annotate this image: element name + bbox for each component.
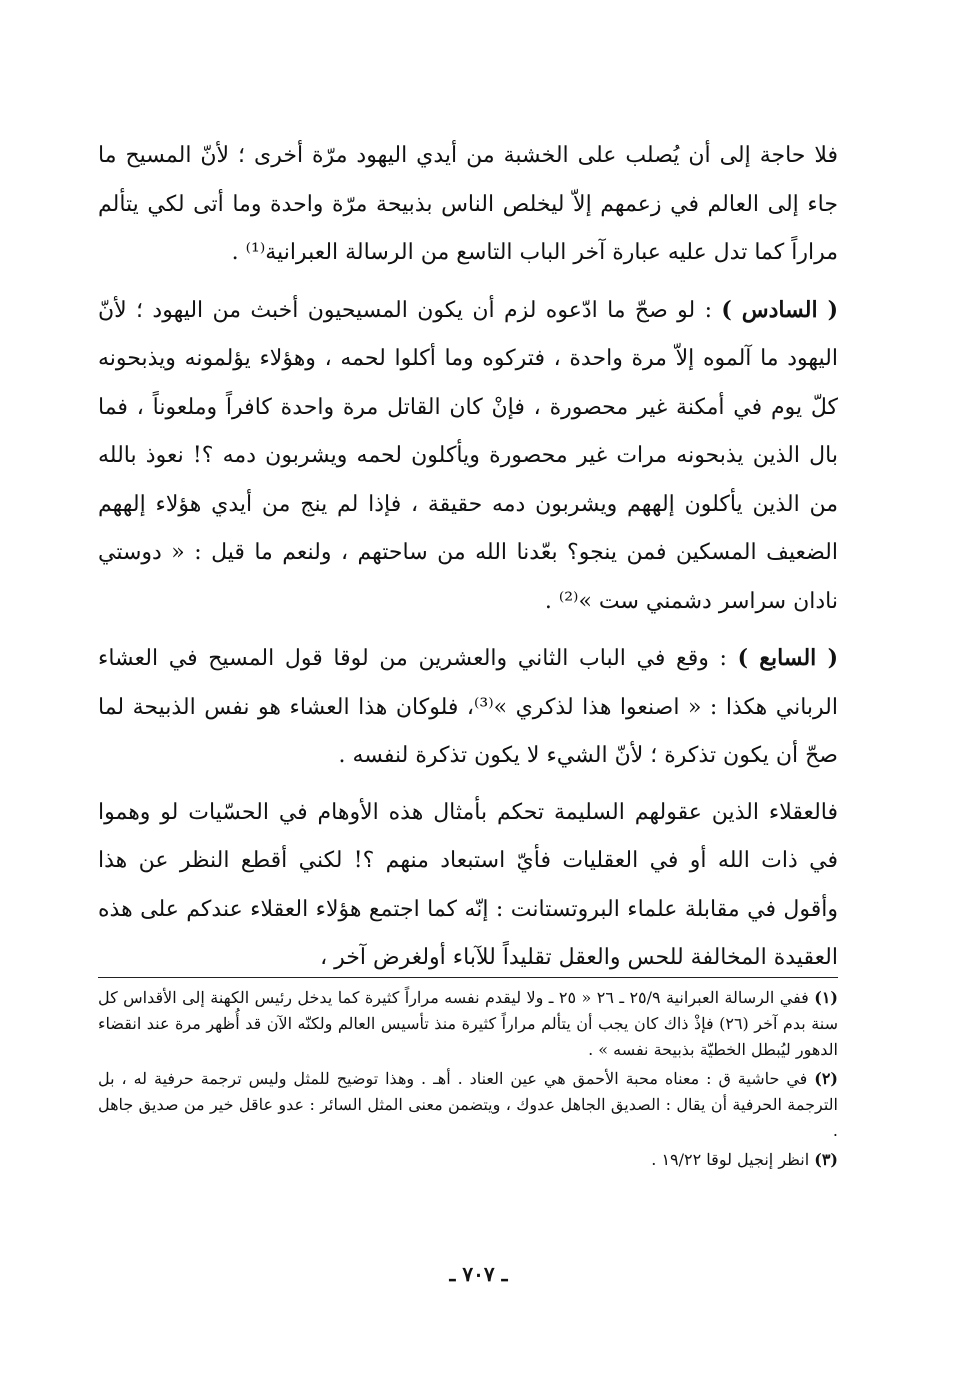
footnote-2 xyxy=(98,1066,838,1144)
footnote-text: في حاشية ق : معناه محبة الأحمق هي عين العناد . أهـ . وهذا توضيح للمثل وليس ترجمة حرفية له ، بل الترجمة الحرفية أن يقال : الصديق الجاهل عدوك ، ويتضمن معنى المثل السائر : عدو عاقل خير من صديق جاهل . xyxy=(98,1069,838,1140)
paragraph-text: : لو صحّ ما ادّعوه لزم أن يكون المسيحيون أخبث من اليهود ؛ لأنّ اليهود ما آلموه إلاّ مرة واحدة ، فتركوه وما أكلوا لحمه ، وهؤلاء يؤلمونه ويذبحونه كلّ يوم في أمكنة غير محصورة ، فإنْ كان القاتل مرة واحدة كافراً وملعوناً ، فما بال الذين يذبحونه مرات غير محصورة ويأكلون لحمه ويشربون دمه ؟! نعوذ بالله من الذين يأكلون إلههم ويشربون دمه حقيقة ، فإذا لم ينج من أيدي هؤلاء إلههم الضعيف المسكين فمن ينجو؟ بعّدنا الله من ساحتهم ، ولنعم ما قيل : « دوستي نادان سراسر دشمني ست »⁽²⁾ . xyxy=(98,297,838,614)
page-number: ـ ٧٠٧ ـ xyxy=(449,1262,508,1286)
footnote-3 xyxy=(98,1147,838,1173)
footnote-number: (٣) xyxy=(814,1150,838,1169)
main-text xyxy=(98,132,838,983)
paragraph-heading: ( السادس ) xyxy=(721,296,838,323)
paragraph-1: فلا حاجة إلى أن يُصلب على الخشبة من أيدي اليهود مرّة أخرى ؛ لأنّ المسيح ما جاء إلى العالم في زعمهم إلاّ ليخلص الناس بذبيحة مرّة واحدة وما أتى لكي يتألم مراراً كما تدل عليه عبارة آخر الباب التاسع من الرسالة العبرانية⁽¹⁾ . xyxy=(98,143,838,265)
footnote-1 xyxy=(98,985,838,1063)
footnote-text: انظر إنجيل لوقا ١٩/٢٢ . xyxy=(651,1150,815,1169)
footnote-number: (١) xyxy=(814,988,838,1007)
paragraph-4: فالعقلاء الذين عقولهم السليمة تحكم بأمثال هذه الأوهام في الحسّيات لو وهموا في ذات الله أو في العقليات فأيّ استبعاد منهم ؟! لكني أقطع النظر عن هذا وأقول في مقابلة علماء البروتستانت : إنّه كما اجتمع هؤلاء العقلاء عندكم على هذه العقيدة المخالفة للحس والعقل تقليداً للآباء أولغرض آخر ، xyxy=(98,799,839,970)
footnotes xyxy=(98,985,838,1173)
footnote-divider xyxy=(98,977,838,978)
paragraph-7th-objection xyxy=(98,634,838,781)
footnote-number: (٢) xyxy=(814,1069,838,1088)
paragraph-text: : وقع في الباب الثاني والعشرين من لوقا قول المسيح في العشاء الرباني هكذا : « اصنعوا هذا لذكري »⁽³⁾، فلوكان هذا العشاء هو نفس الذبيحة لما صحّ أن يكون تذكرة ؛ لأنّ الشيء لا يكون تذكرة لنفسه . xyxy=(98,646,838,768)
paragraph-heading: ( السابع ) xyxy=(737,645,838,671)
footnote-text: ففي الرسالة العبرانية ٢٥/٩ ـ ٢٦ « ٢٥ ـ ولا ليقدم نفسه مراراً كثيرة كما يدخل رئيس الكهنة إلى الأقداس كل سنة بدم آخر (٢٦) فإذْ ذاك كان يجب أن يتألم مراراً كثيرة منذ تأسيس العالم ولكنّه الآن قد أُظهر مرة عند انقضاء الدهور ليُبطل الخطيّة بذبيحة نفسه » . xyxy=(98,988,839,1059)
paragraph-6th-objection xyxy=(98,286,838,627)
